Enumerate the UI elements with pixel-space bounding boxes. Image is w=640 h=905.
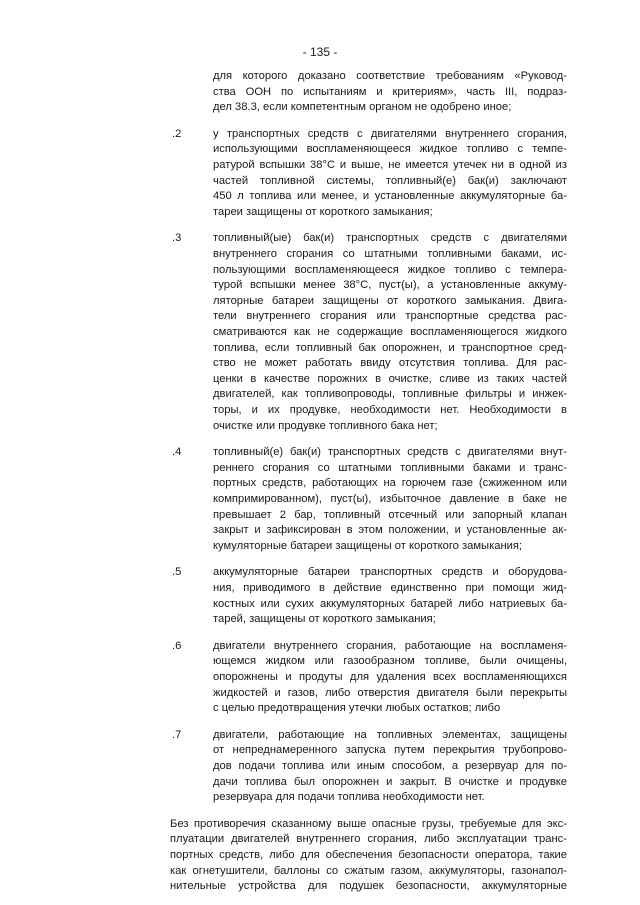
- text-line: резервуара для подачи топлива необходимости нет.: [213, 791, 485, 804]
- text-line: опорожнены и продуты для удаления всех воспламеняющихся: [213, 671, 567, 683]
- text-line: дов подачи топлива или иным способом, а резервуар для по-: [213, 760, 567, 772]
- text-line: от непреднамеренного запуска путем перекрытия трубопрово-: [213, 744, 567, 757]
- text-line: использующими воспламеняющееся жидкое топливо с темпе-: [213, 143, 567, 156]
- text-line: дел 38.3, если компетентным органом не одобрено иное;: [213, 101, 512, 114]
- text-line: ства ООН по испытаниям и критериям», часть III, подраз-: [213, 85, 567, 98]
- text-line: топливный(ые) бак(и) транспортных средств с двигателями: [213, 232, 567, 245]
- item-number: .5: [172, 566, 182, 579]
- text-line: Без противоречия сказанному выше опасные грузы, требуемые для экс-: [170, 817, 567, 830]
- text-line: для которого доказано соответствие требованиям «Руковод-: [213, 70, 567, 82]
- text-line: топливный(е) бак(и) транспортных средств с двигателями внут-: [213, 446, 567, 459]
- text-line: 450 л топлива или менее, и установленные аккумуляторные ба-: [213, 190, 567, 203]
- item-number: .4: [172, 446, 182, 459]
- text-line: у транспортных средств с двигателями внутреннего сгорания,: [213, 127, 567, 140]
- text-line: жидкостей и газов, либо отверстия двигателя были перекрыты: [213, 686, 567, 699]
- text-line: ство не может работать ввиду отсутствия топлива. Для рас-: [213, 357, 567, 370]
- text-line: с целью предотвращения утечки любых остатков; либо: [213, 702, 501, 715]
- item-number: .3: [172, 232, 182, 245]
- text-line: реннего сгорания со штатными топливными баками и транс-: [213, 461, 567, 474]
- text-line: частей топливной системы, топливный(е) бак(и) заключают: [213, 174, 567, 187]
- text-line: ляторные батареи защищены от короткого замыкания. Двига-: [213, 294, 567, 307]
- text-line: аккумуляторные батареи транспортных средств и оборудова-: [213, 566, 567, 579]
- text-line: портных средств, либо для обеспечения безопасности оператора, такие: [170, 849, 567, 861]
- text-line: тареи защищены от короткого замыкания;: [213, 205, 433, 218]
- text-line: портных средств, работающих на горючем газе (сжиженном или: [213, 477, 567, 490]
- text-line: тели внутреннего сгорания или транспортные средства рас-: [213, 310, 567, 323]
- text-line: ратурой вспышки 38°C и выше, не имеется утечек ни в одной из: [213, 159, 567, 171]
- text-line: сматриваются как не содержащие воспламеняющегося жидкого: [213, 326, 567, 338]
- text-line: превышает 2 бар, топливный отсечный или запорный клапан: [213, 508, 567, 521]
- page-number: - 135 -: [302, 45, 338, 59]
- text-line: кумуляторные батареи защищены от короткого замыкания;: [213, 539, 523, 552]
- text-line: нительные устройства для подушек безопасности, аккумуляторные: [170, 880, 567, 893]
- text-line: турой вспышки менее 38°C, пуст(ы), а установленные аккуму-: [213, 279, 567, 292]
- item-number: .6: [172, 639, 182, 652]
- text-line: ния, приводимого в действие единственно при помощи жид-: [213, 582, 567, 594]
- item-number: .2: [172, 127, 182, 140]
- text-line: топлива, если топливный бак опорожнен, и транспортное сред-: [213, 341, 567, 354]
- text-line: пользующими воспламеняющееся жидкое топливо с темпера-: [213, 263, 567, 276]
- text-line: ценки в качестве порожних в очистке, сливе из таких частей: [213, 372, 567, 385]
- text-line: закрыт и зафиксирован в этом положении, и установленные ак-: [213, 524, 567, 537]
- text-line: компримированном), пуст(ы), избыточное давление в баке не: [213, 493, 567, 505]
- text-line: костных или сухих аккумуляторных батарей либо натриевых ба-: [213, 597, 567, 610]
- text-line: дачи топлива был опорожнен и закрыт. В очистке и продувке: [213, 775, 567, 788]
- text-line: ющемся жидком или газообразном топливе, были очищены,: [213, 655, 567, 668]
- text-line: торы, и их продувке, необходимости нет. Необходимости в: [213, 404, 567, 416]
- text-line: тарей, защищены от короткого замыкания;: [213, 613, 436, 626]
- text-line: двигателей, как топливопроводы, топливные фильтры и инжек-: [213, 388, 567, 401]
- text-line: очистке или продувке топливного бака нет;: [213, 419, 438, 432]
- item-number: .7: [172, 728, 182, 741]
- text-line: внутреннего сгорания со штатными топливными баками, ис-: [213, 248, 567, 260]
- text-line: двигатели, работающие на топливных элементах, защищены: [213, 728, 567, 741]
- text-line: как огнетушители, баллоны со сжатым газом, аккумуляторы, газонапол-: [170, 864, 567, 877]
- text-line: двигатели внутреннего сгорания, работающие на воспламеня-: [213, 639, 567, 652]
- text-line: плуатации двигателей внутреннего сгорания, либо эксплуатации транс-: [170, 833, 567, 846]
